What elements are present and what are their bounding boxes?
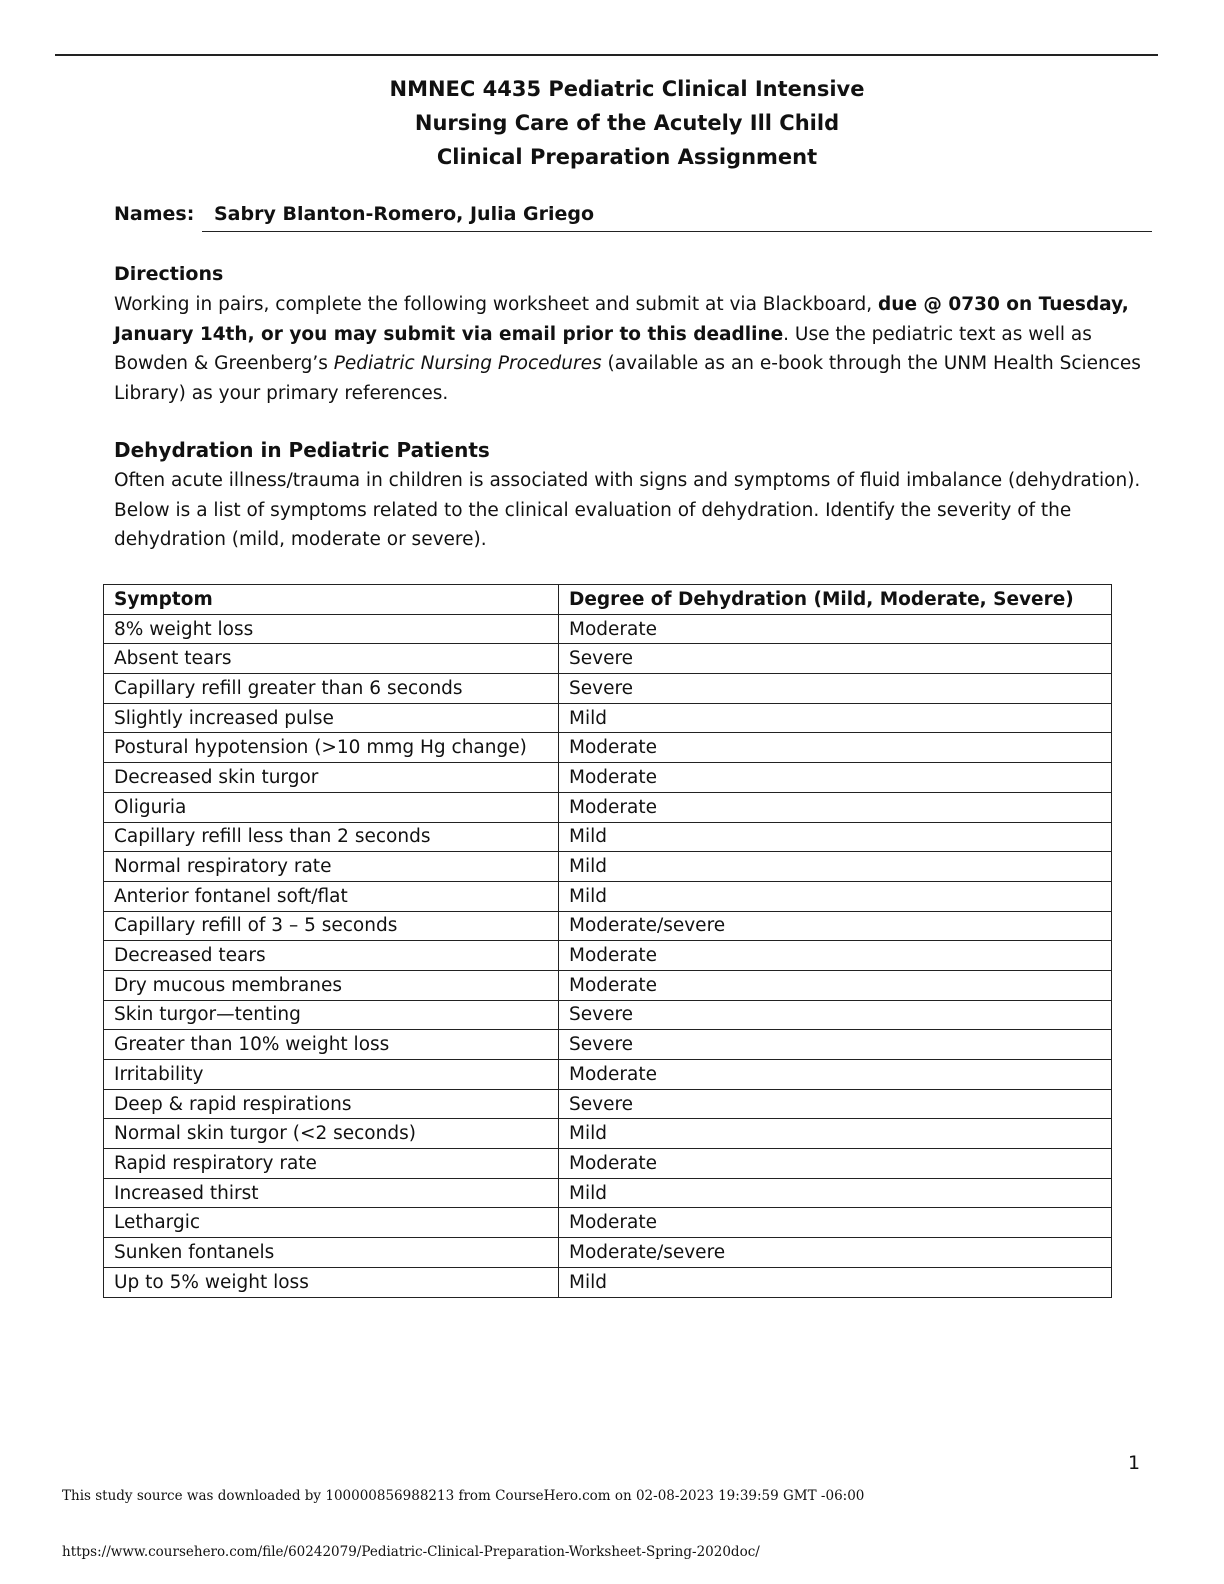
symptom-cell: Capillary refill less than 2 seconds	[104, 822, 559, 852]
degree-cell: Severe	[559, 674, 1112, 704]
table-row	[104, 1000, 1112, 1030]
degree-cell: Severe	[559, 1089, 1112, 1119]
degree-cell: Moderate	[559, 1208, 1112, 1238]
degree-cell: Mild	[559, 1119, 1112, 1149]
table-row	[104, 733, 1112, 763]
symptom-cell: Rapid respiratory rate	[104, 1149, 559, 1179]
symptom-cell: Skin turgor—tenting	[104, 1000, 559, 1030]
symptom-cell: Greater than 10% weight loss	[104, 1030, 559, 1060]
degree-cell: Mild	[559, 703, 1112, 733]
table-row	[104, 614, 1112, 644]
degree-cell: Moderate	[559, 792, 1112, 822]
degree-cell: Severe	[559, 1030, 1112, 1060]
table-row	[104, 1238, 1112, 1268]
dehydration-heading: Dehydration in Pediatric Patients	[114, 438, 490, 462]
table-row	[104, 881, 1112, 911]
degree-cell: Moderate	[559, 970, 1112, 1000]
header-symptom: Symptom	[104, 585, 559, 615]
degree-cell: Moderate	[559, 941, 1112, 971]
degree-cell: Moderate	[559, 614, 1112, 644]
table-row	[104, 822, 1112, 852]
degree-cell: Mild	[559, 881, 1112, 911]
table-row	[104, 703, 1112, 733]
symptom-cell: Up to 5% weight loss	[104, 1267, 559, 1297]
symptom-cell: Normal skin turgor (<2 seconds)	[104, 1119, 559, 1149]
source-url[interactable]: https://www.coursehero.com/file/60242079/Pediatric-Clinical-Preparation-Worksheet-Spring-2020doc/	[62, 1544, 760, 1560]
symptom-cell: Slightly increased pulse	[104, 703, 559, 733]
table-row	[104, 1208, 1112, 1238]
table-body	[104, 614, 1112, 1297]
table-row	[104, 941, 1112, 971]
title-line-2: Nursing Care of the Acutely Ill Child	[414, 111, 840, 135]
table-row	[104, 1089, 1112, 1119]
symptom-cell: Normal respiratory rate	[104, 852, 559, 882]
table-header-row	[104, 585, 1112, 615]
symptom-cell: Dry mucous membranes	[104, 970, 559, 1000]
deadline-text: due @ 0730 on Tuesday, January 14th, or you may submit via email prior to this deadline	[114, 294, 1129, 345]
symptom-cell: Irritability	[104, 1060, 559, 1090]
table-row	[104, 1149, 1112, 1179]
symptom-cell: Capillary refill of 3 – 5 seconds	[104, 911, 559, 941]
download-notice: This study source was downloaded by 100000856988213 from CourseHero.com on 02-08-2023 19:39:59 GMT -06:00	[62, 1488, 865, 1504]
table-row	[104, 1060, 1112, 1090]
directions-text-2: . Use the pediatric text as well as Bowden & Greenberg’s	[114, 323, 1092, 374]
degree-cell: Mild	[559, 1178, 1112, 1208]
table-row	[104, 1178, 1112, 1208]
dehydration-table	[103, 584, 1112, 1298]
directions-text-1: Working in pairs, complete the following worksheet and submit at via Blackboard,	[114, 294, 879, 315]
title-line-3: Clinical Preparation Assignment	[436, 145, 818, 169]
directions-text-3: (available as an e-book through the UNM Health Sciences Library) as your primary references.	[114, 353, 1141, 404]
degree-cell: Moderate	[559, 733, 1112, 763]
document-title	[0, 72, 1224, 174]
symptom-cell: Sunken fontanels	[104, 1238, 559, 1268]
table-row	[104, 1030, 1112, 1060]
directions-heading: Directions	[114, 263, 224, 285]
directions-text	[114, 290, 1144, 408]
table-row	[104, 852, 1112, 882]
symptom-cell: Absent tears	[104, 644, 559, 674]
symptom-cell: 8% weight loss	[104, 614, 559, 644]
title-line-1: NMNEC 4435 Pediatric Clinical Intensive	[389, 77, 865, 101]
header-degree: Degree of Dehydration (Mild, Moderate, Severe)	[559, 585, 1112, 615]
table-row	[104, 911, 1112, 941]
degree-cell: Moderate/severe	[559, 911, 1112, 941]
degree-cell: Severe	[559, 1000, 1112, 1030]
degree-cell: Moderate	[559, 763, 1112, 793]
table-row	[104, 970, 1112, 1000]
names-label: Names:	[114, 203, 195, 225]
names-field: Sabry Blanton-Romero, Julia Griego	[202, 203, 1152, 232]
symptom-cell: Increased thirst	[104, 1178, 559, 1208]
table-row	[104, 1267, 1112, 1297]
symptom-cell: Lethargic	[104, 1208, 559, 1238]
symptom-cell: Postural hypotension (>10 mmg Hg change)	[104, 733, 559, 763]
degree-cell: Mild	[559, 822, 1112, 852]
symptom-cell: Anterior fontanel soft/flat	[104, 881, 559, 911]
table-row	[104, 1119, 1112, 1149]
symptom-cell: Decreased skin turgor	[104, 763, 559, 793]
page-number: 1	[1128, 1452, 1141, 1474]
dehydration-text: Often acute illness/trauma in children is associated with signs and symptoms of fluid imbalance (dehydration). Below is a list of symptoms related to the clinical evaluation of dehydration. Identify the severity of the dehydration (mild, moderate or severe).	[114, 470, 1141, 550]
names-row	[114, 203, 1152, 233]
table-row	[104, 674, 1112, 704]
degree-cell: Moderate	[559, 1149, 1112, 1179]
symptom-cell: Capillary refill greater than 6 seconds	[104, 674, 559, 704]
degree-cell: Mild	[559, 1267, 1112, 1297]
symptom-cell: Decreased tears	[104, 941, 559, 971]
degree-cell: Moderate/severe	[559, 1238, 1112, 1268]
reference-title: Pediatric Nursing Procedures	[333, 353, 602, 374]
table-row	[104, 644, 1112, 674]
table-row	[104, 792, 1112, 822]
degree-cell: Mild	[559, 852, 1112, 882]
degree-cell: Severe	[559, 644, 1112, 674]
table-row	[104, 763, 1112, 793]
symptom-cell: Oliguria	[104, 792, 559, 822]
top-rule	[55, 54, 1158, 56]
symptom-cell: Deep & rapid respirations	[104, 1089, 559, 1119]
degree-cell: Moderate	[559, 1060, 1112, 1090]
